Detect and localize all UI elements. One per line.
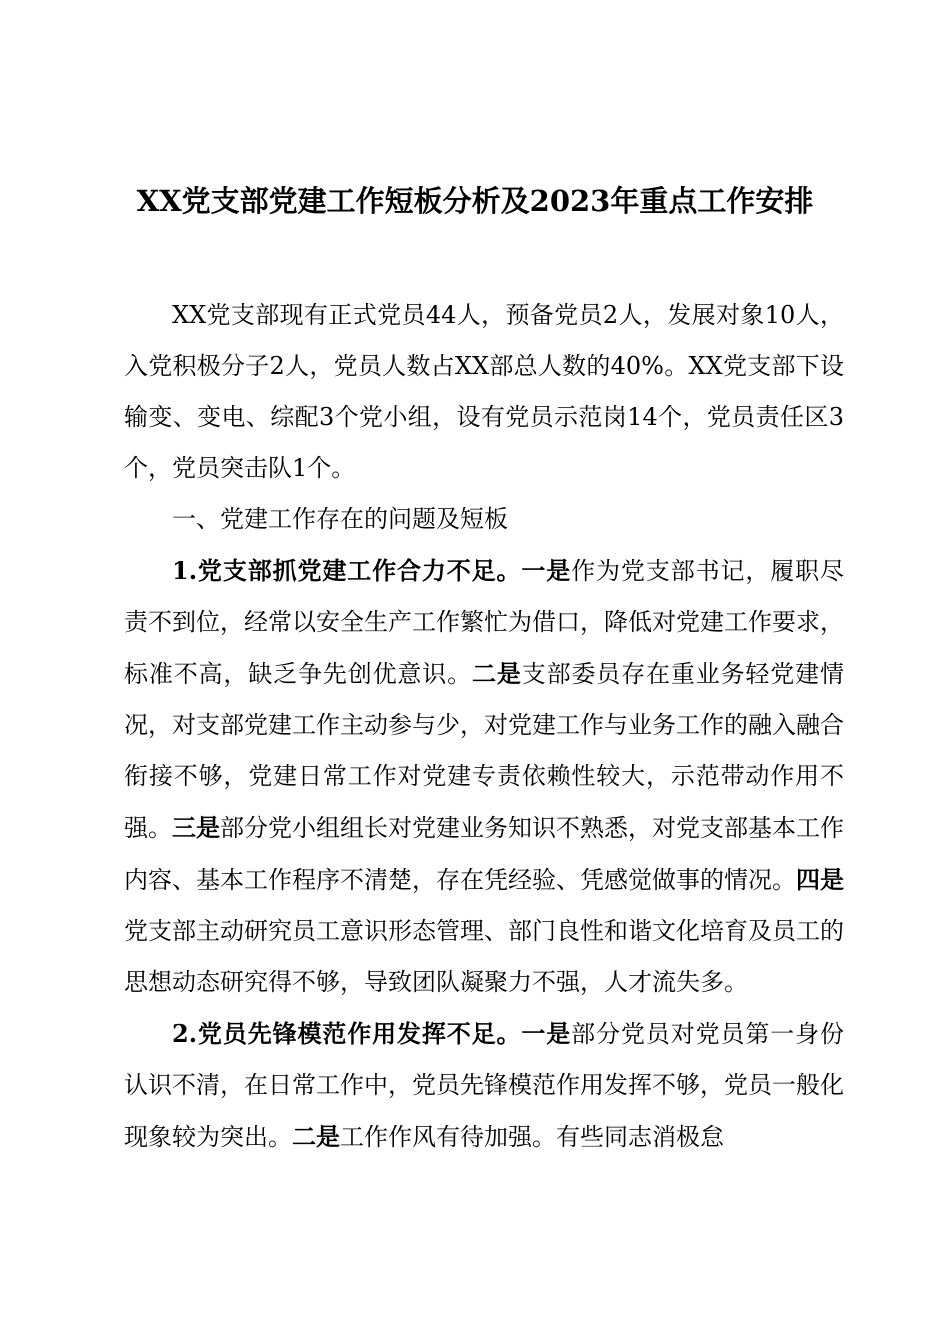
item-1-paragraph [124, 545, 844, 1008]
item-2-text-1: 部分党员对党员第一身份认识不清，在日常工作中，党员先锋模范作用发挥不够，党员一般化现象较为突出。 [124, 1020, 844, 1151]
section-heading: 一、党建工作存在的问题及短板 [172, 505, 508, 533]
item-2-lead-1: 一是 [521, 1019, 572, 1048]
item-1-heading: 1.党支部抓党建工作合力不足。 [172, 556, 522, 585]
item-1-lead-3: 三是 [172, 813, 220, 842]
item-1-text-3: 部分党小组组长对党建业务知识不熟悉，对党支部基本工作内容、基本工作程序不清楚，存在凭经验、凭感觉做事的情况。 [124, 814, 844, 894]
item-2-text-2: 工作作风有待加强。有些同志消极怠 [340, 1123, 724, 1151]
document-body [124, 290, 844, 1163]
item-2-heading: 2.党员先锋模范作用发挥不足。 [172, 1019, 522, 1048]
item-2-lead-2: 二是 [292, 1122, 340, 1151]
item-2-paragraph [124, 1008, 844, 1163]
intro-paragraph: XX党支部现有正式党员44人，预备党员2人，发展对象10人，入党积极分子2人，党员人数占XX部总人数的40%。XX党支部下设输变、变电、综配3个党小组，设有党员示范岗14个，党员责任区3个，党员突击队1个。 [124, 301, 844, 482]
item-1-text-2: 支部委员存在重业务轻党建情况，对支部党建工作主动参与少，对党建工作与业务工作的融入融合衔接不够，党建日常工作对党建专责依赖性较大，示范带动作用不强。 [124, 660, 845, 842]
item-1-lead-1: 一是 [521, 556, 572, 585]
item-1-lead-4: 四是 [796, 865, 844, 894]
item-1-text-4: 党支部主动研究员工意识形态管理、部门良性和谐文化培育及员工的思想动态研究得不够，导致团队凝聚力不强，人才流失多。 [124, 917, 844, 996]
item-1-text-1: 作为党支部书记，履职尽责不到位，经常以安全生产工作繁忙为借口，降低对党建工作要求，标准不高，缺乏争先创优意识。 [124, 557, 844, 688]
item-1-lead-2: 二是 [472, 659, 522, 688]
document-title: XX党支部党建工作短板分析及2023年重点工作安排 [136, 184, 814, 218]
